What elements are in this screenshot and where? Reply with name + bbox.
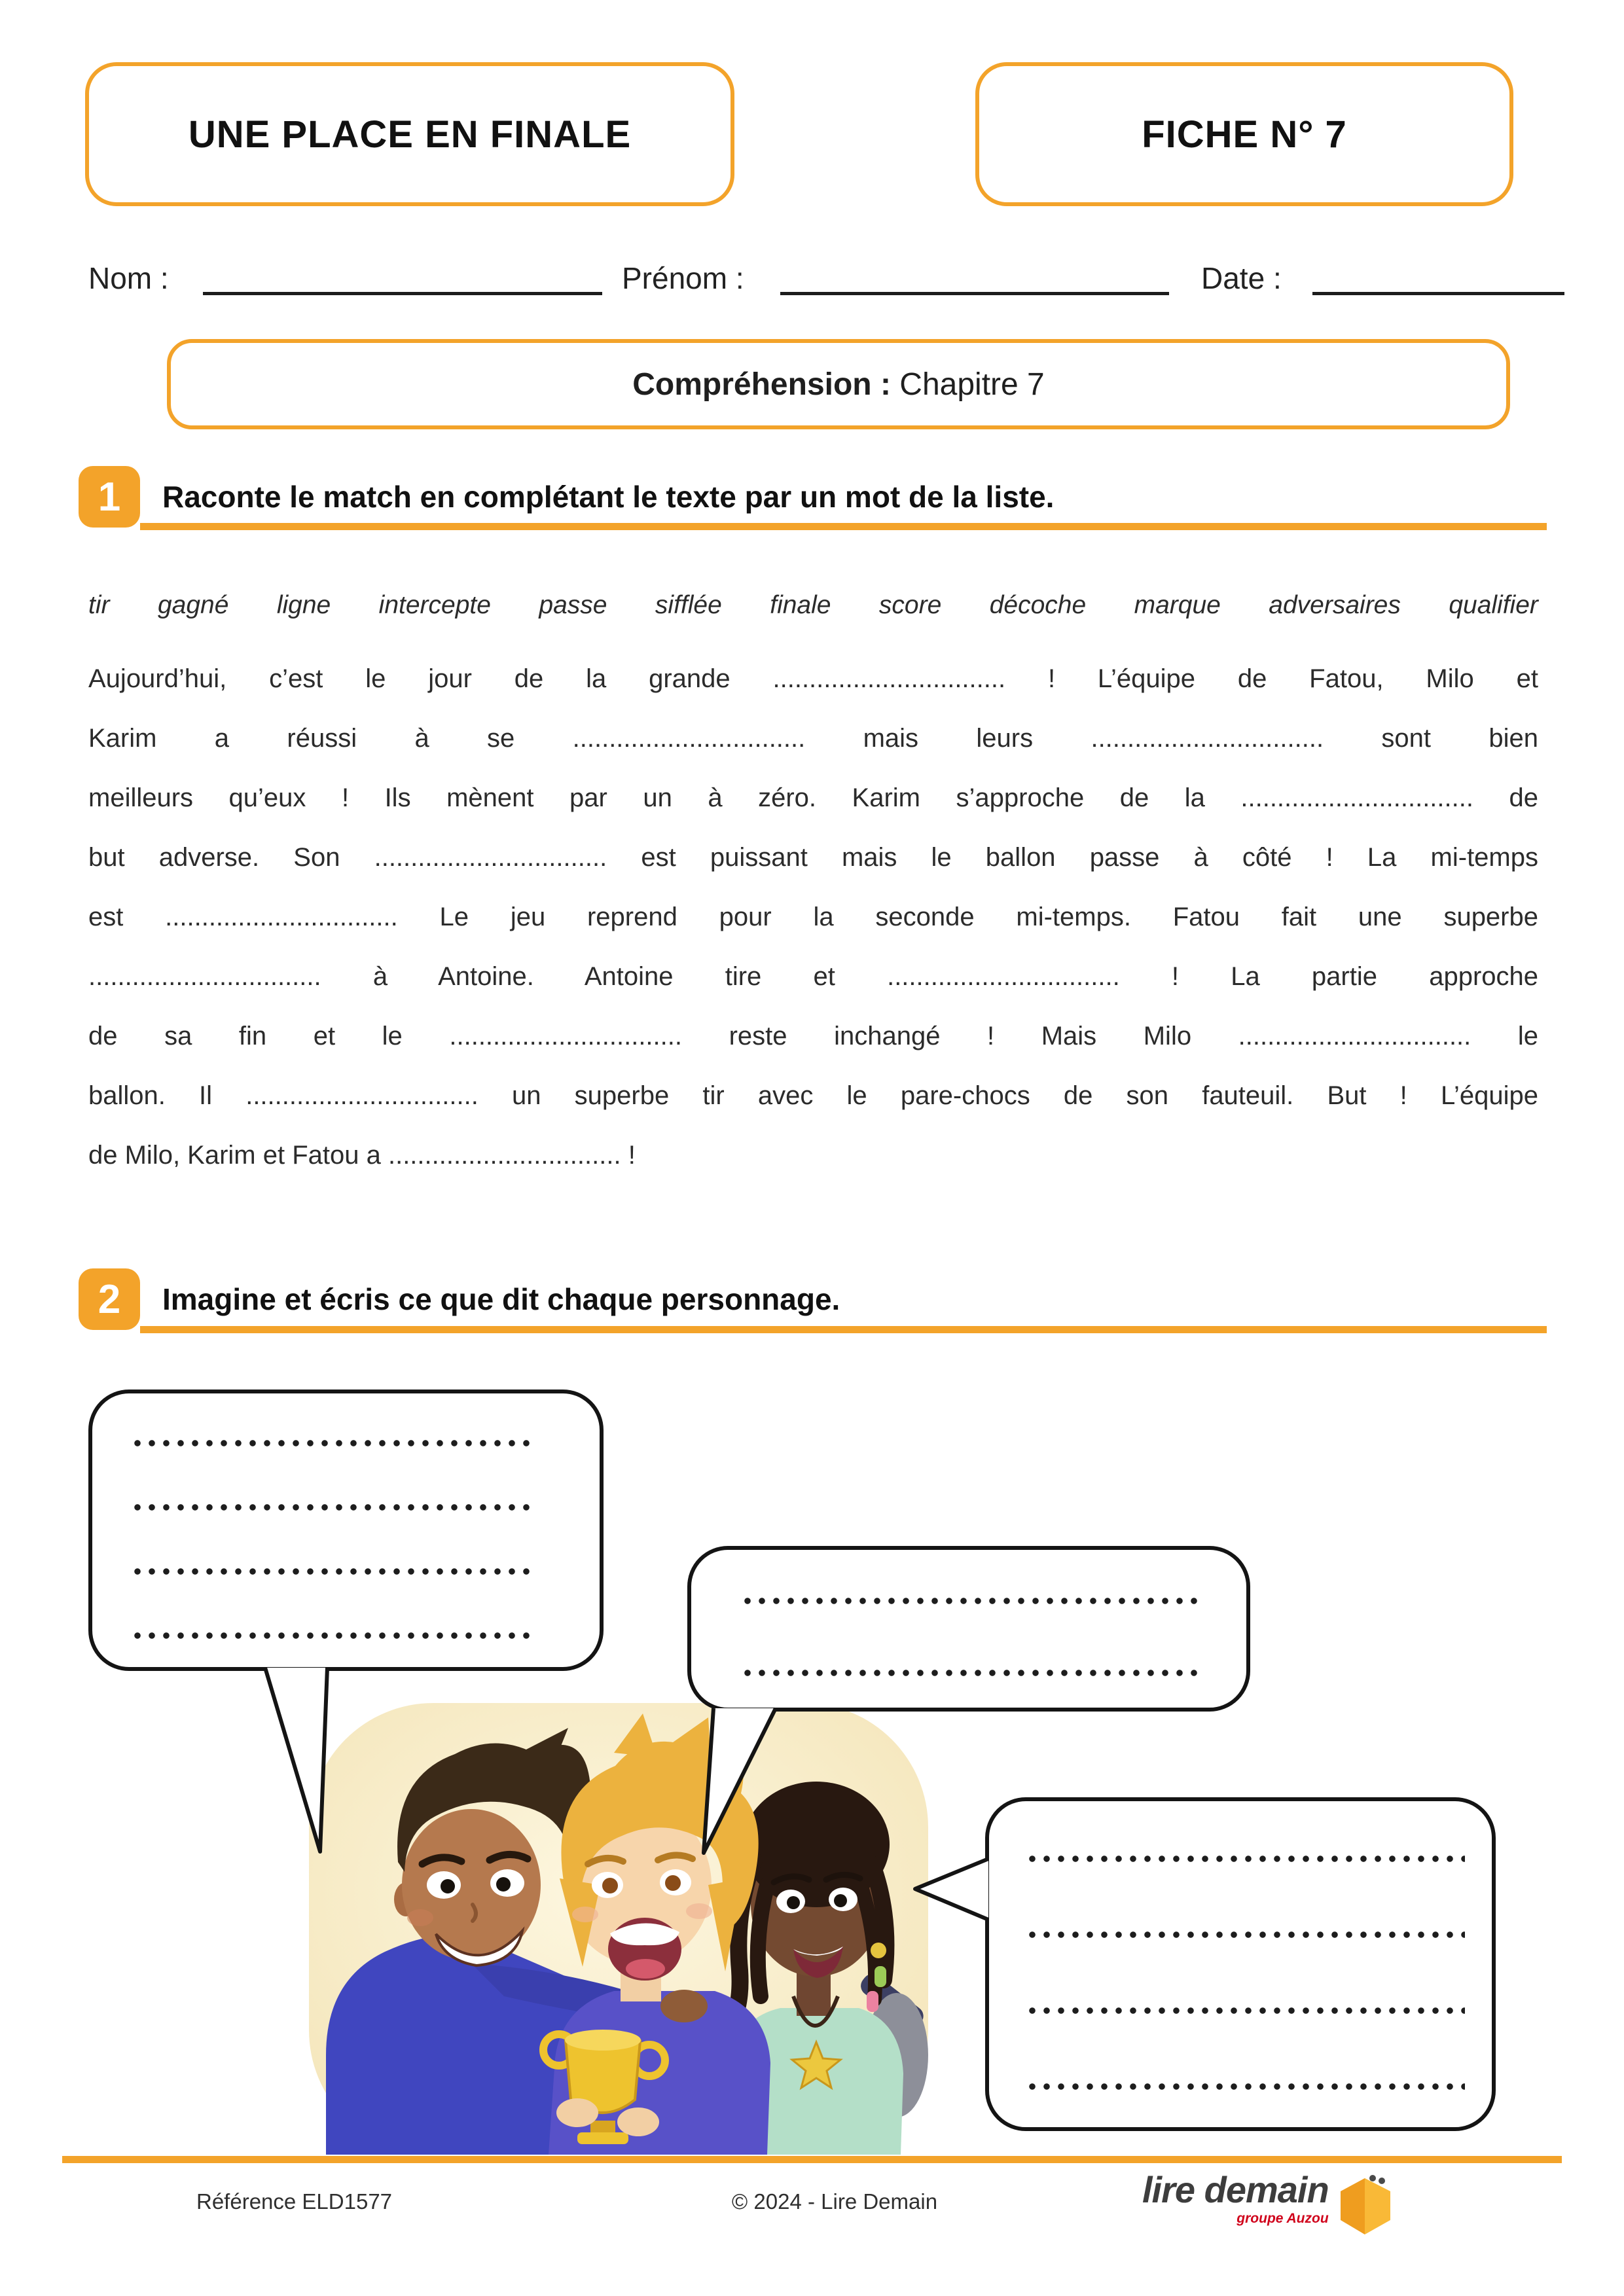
- footer-reference: Référence ELD1577: [196, 2189, 393, 2214]
- blond-hand: [617, 2108, 659, 2136]
- hair-bead-yellow: [871, 1943, 886, 1958]
- dotted-writing-line: [130, 1568, 531, 1575]
- word-item: adversaires: [1269, 591, 1401, 619]
- title-box-right: [975, 62, 1513, 206]
- cloze-line: de Milo, Karim et Fatou a ................................ !: [88, 1141, 636, 1170]
- dotted-writing-line: [130, 1632, 531, 1640]
- exercise2-number-badge: [79, 1268, 140, 1330]
- cloze-line: est ................................ Le jeu reprend pour la seconde mi-temps. Fatou fait une superbe: [88, 903, 1538, 931]
- trophy-stem: [590, 2121, 615, 2134]
- word-item: score: [878, 591, 942, 619]
- boy-pupil: [441, 1879, 455, 1893]
- boy-hand: [660, 1990, 708, 2022]
- dotted-writing-line: [130, 1439, 531, 1447]
- exercise2-instruction: Imagine et écris ce que dit chaque personnage.: [162, 1282, 840, 1316]
- dotted-writing-line: [1025, 2007, 1465, 2015]
- cloze-line: meilleurs qu’eux ! Ils mènent par un à zéro. Karim s’approche de la ................................ de: [88, 783, 1538, 812]
- cloze-line: Karim a réussi à se ................................ mais leurs ................................ sont bien: [88, 724, 1538, 753]
- word-item: gagné: [157, 591, 229, 619]
- hair-bead-pink: [867, 1991, 878, 2012]
- cloze-paragraph: [88, 649, 1538, 1185]
- logo-wordmark: lire demain: [1142, 2169, 1329, 2210]
- fiche-number: FICHE N° 7: [1142, 113, 1347, 156]
- exercise1-number-badge: [79, 466, 140, 528]
- word-item: finale: [770, 591, 831, 619]
- dotted-writing-line: [1025, 1855, 1465, 1863]
- name-writing-line: [203, 292, 602, 295]
- speech-bubble-2: [687, 1546, 1250, 1712]
- date-label: Date :: [1201, 261, 1282, 295]
- word-item: décoche: [989, 591, 1087, 619]
- cloze-line: but adverse. Son ................................ est puissant mais le ballon passe à côté ! La mi-temps: [88, 843, 1538, 872]
- blond-hand: [556, 2098, 598, 2127]
- comprehension-chapter: Chapitre 7: [890, 367, 1045, 402]
- speech-bubble-3: [985, 1797, 1496, 2131]
- blond-iris: [602, 1878, 618, 1893]
- firstname-label: Prénom :: [622, 261, 744, 295]
- cloze-line: ballon. Il ................................ un superbe tir avec le pare-chocs de son fauteuil. But ! L’équipe: [88, 1081, 1538, 1110]
- section-box-comprehension: [167, 339, 1510, 429]
- girl-braid: [758, 1885, 767, 1996]
- trophy-rim: [565, 2030, 641, 2051]
- speech-bubble-3-tail: [910, 1854, 992, 1925]
- exercise1-number: 1: [98, 474, 121, 520]
- speech-bubble-2-tail: [689, 1706, 787, 1858]
- name-label: Nom :: [88, 261, 169, 295]
- trophy-base: [577, 2132, 628, 2144]
- blond-iris: [665, 1875, 681, 1891]
- cloze-line: de sa fin et le ................................ reste inchangé ! Mais Milo ................................ le: [88, 1022, 1538, 1050]
- word-item: qualifier: [1449, 591, 1538, 619]
- exercise2-number: 2: [98, 1276, 121, 1322]
- cloze-line: Aujourd’hui, c’est le jour de la grande ................................ ! L’équipe de Fatou, Milo et: [88, 664, 1538, 693]
- lire-demain-logo: [1142, 2169, 1396, 2237]
- word-item: tir: [88, 591, 110, 619]
- cloze-line: ................................ à Antoine. Antoine tire et ................................ ! La partie approche: [88, 962, 1538, 991]
- speech-bubble-1: [88, 1390, 604, 1671]
- dotted-writing-line: [740, 1597, 1201, 1605]
- boy-blush: [407, 1909, 433, 1926]
- blond-blush: [572, 1907, 598, 1922]
- word-item: marque: [1134, 591, 1221, 619]
- blond-tongue: [626, 1959, 665, 1979]
- exercise2-underline: [140, 1326, 1547, 1333]
- word-item: sifflée: [655, 591, 722, 619]
- footer-divider: [62, 2156, 1562, 2163]
- boy-pupil: [496, 1877, 511, 1892]
- children-trophy-illustration: [308, 1689, 988, 2155]
- comprehension-title-bold: Compréhension :: [632, 367, 891, 402]
- dotted-writing-line: [740, 1669, 1201, 1677]
- word-item: ligne: [276, 591, 331, 619]
- logo-subtext: groupe Auzou: [1236, 2211, 1329, 2226]
- exercise1-instruction: Raconte le match en complétant le texte par un mot de la liste.: [162, 480, 1055, 514]
- word-item: intercepte: [378, 591, 491, 619]
- title-box-left: [85, 62, 734, 206]
- exercise1-underline: [140, 523, 1547, 530]
- blond-blush: [686, 1903, 712, 1919]
- word-item: passe: [539, 591, 607, 619]
- hair-bead-green: [875, 1966, 886, 1987]
- girl-pupil: [787, 1896, 800, 1909]
- word-bank: [88, 589, 1538, 622]
- logo-book-icon: [1335, 2172, 1396, 2237]
- speech-bubble-1-tail: [252, 1666, 340, 1857]
- firstname-writing-line: [780, 292, 1169, 295]
- worksheet-title: UNE PLACE EN FINALE: [188, 113, 632, 156]
- date-writing-line: [1312, 292, 1564, 295]
- comprehension-title: [632, 367, 1044, 403]
- dotted-writing-line: [1025, 1931, 1465, 1939]
- dotted-writing-line: [1025, 2083, 1465, 2090]
- dotted-writing-line: [130, 1503, 531, 1511]
- footer-copyright: © 2024 - Lire Demain: [731, 2189, 938, 2214]
- girl-pupil: [834, 1894, 847, 1907]
